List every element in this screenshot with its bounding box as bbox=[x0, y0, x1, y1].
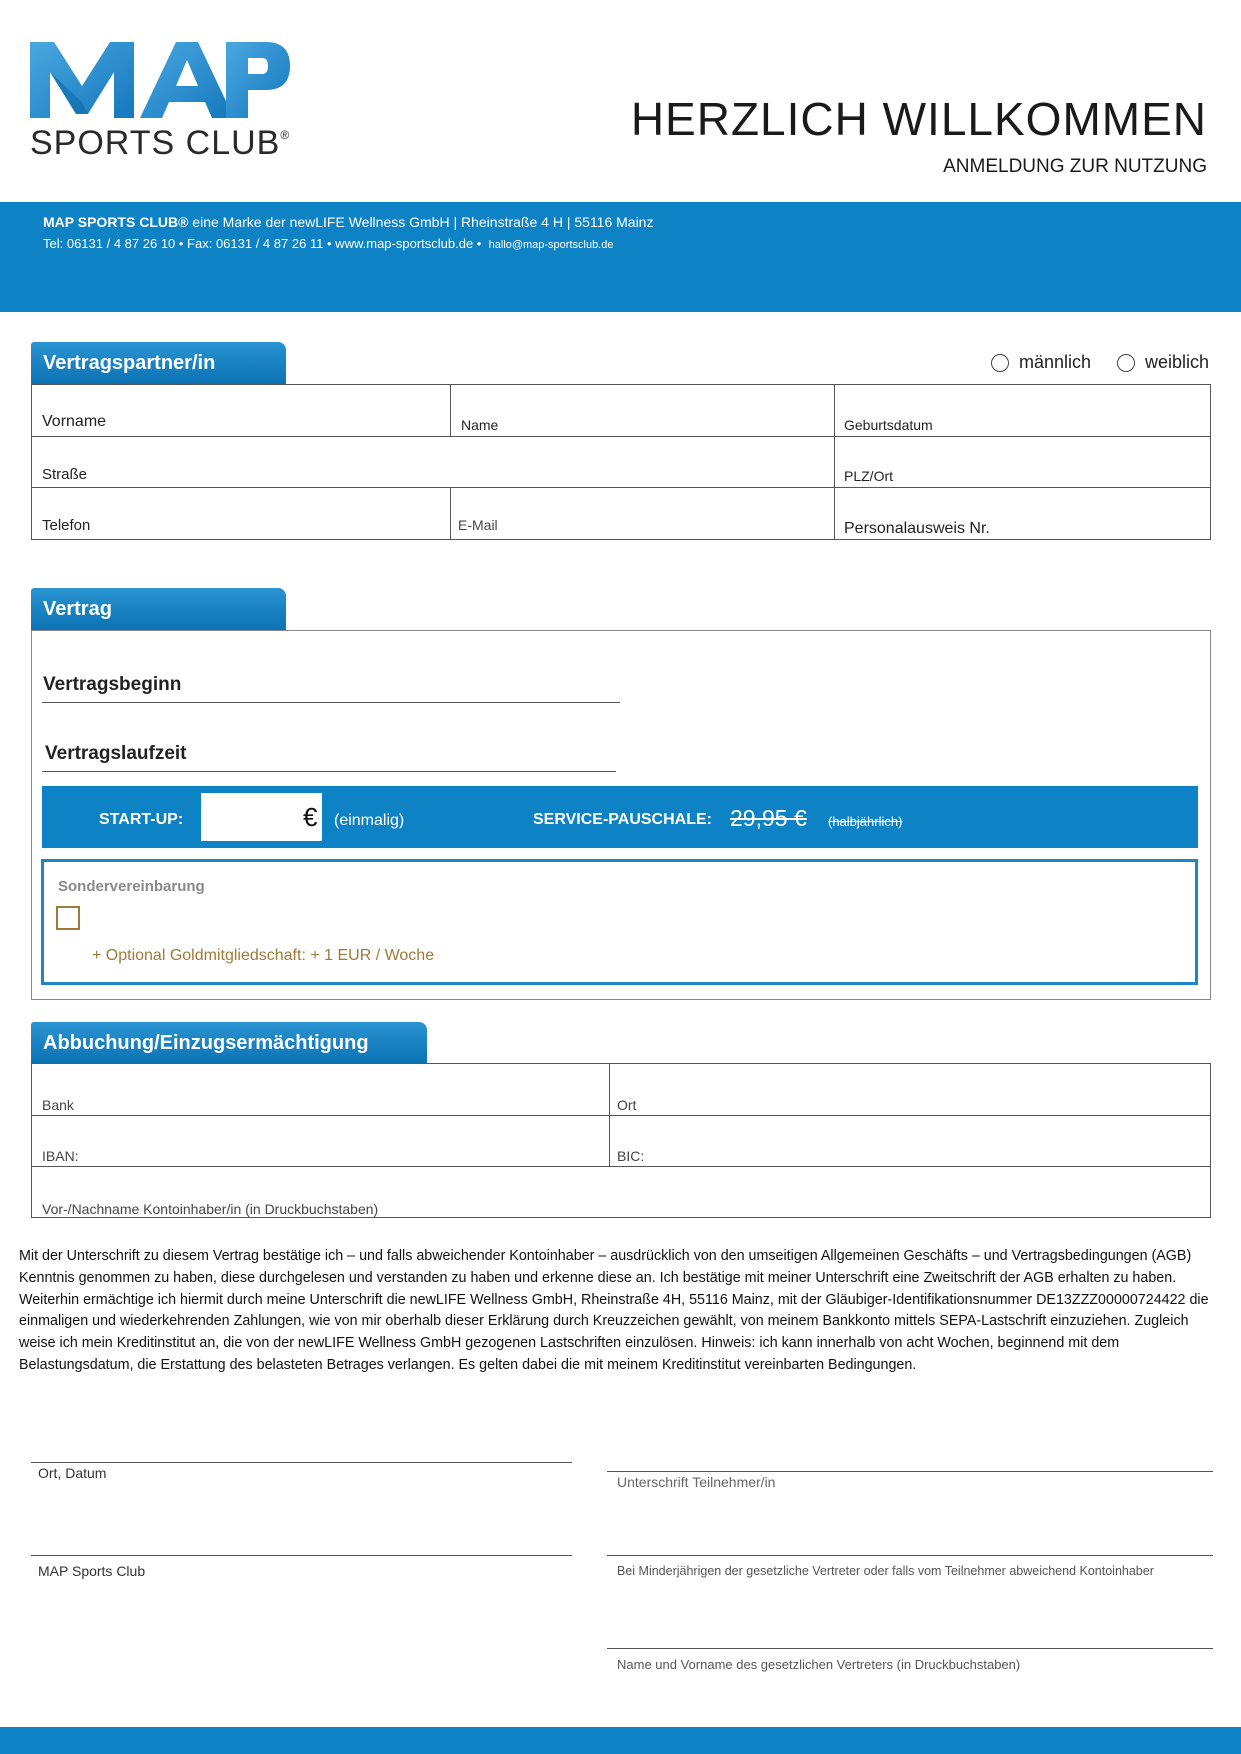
euro-symbol: € bbox=[303, 802, 318, 832]
radio-label-weiblich: weiblich bbox=[1145, 352, 1210, 372]
footer-bar bbox=[0, 1727, 1241, 1754]
input-vertragslaufzeit[interactable] bbox=[42, 771, 616, 772]
map-logo-graphic bbox=[30, 42, 290, 118]
section-abbuchung: Abbuchung/Einzugsermächtigung bbox=[31, 1022, 427, 1064]
radio-label-maennlich: männlich bbox=[1019, 352, 1092, 372]
sig-line-ort-datum[interactable] bbox=[31, 1462, 572, 1463]
map-logo bbox=[30, 42, 290, 118]
sig-line-minderjaehrige[interactable] bbox=[607, 1555, 1213, 1556]
startup-label: START-UP: bbox=[99, 811, 184, 828]
field-kontoinhaber[interactable]: Vor-/Nachname Kontoinhaber/in (in Druckbuchstaben) bbox=[42, 1201, 379, 1217]
sig-line-teilnehmer[interactable] bbox=[607, 1471, 1213, 1472]
contact-line: Tel: 06131 / 4 87 26 10 • Fax: 06131 / 4 87 26 11 • www.map-sportsclub.de • hallo@map-sportsclub.de bbox=[43, 236, 614, 251]
service-note: (halbjährlich) bbox=[828, 814, 903, 829]
sig-label-ort-datum: Ort, Datum bbox=[38, 1465, 107, 1481]
sondervereinbarung-box bbox=[41, 859, 1198, 985]
page-subtitle: ANMELDUNG ZUR NUTZUNG bbox=[943, 156, 1207, 177]
label-vertragsbeginn: Vertragsbeginn bbox=[43, 674, 182, 695]
label-vertragslaufzeit: Vertragslaufzeit bbox=[45, 743, 187, 764]
bank-fields-table bbox=[31, 1063, 1211, 1218]
field-bic[interactable]: BIC: bbox=[617, 1148, 645, 1164]
field-name[interactable]: Name bbox=[461, 417, 499, 433]
radio-maennlich[interactable] bbox=[991, 354, 1009, 372]
sig-label-club: MAP Sports Club bbox=[38, 1563, 146, 1579]
startup-note: (einmalig) bbox=[334, 812, 405, 829]
sondervereinbarung-label: Sondervereinbarung bbox=[58, 878, 205, 895]
sig-line-club[interactable] bbox=[31, 1555, 572, 1556]
field-bank[interactable]: Bank bbox=[42, 1097, 74, 1113]
gold-option-label: + Optional Goldmitgliedschaft: + 1 EUR / Woche bbox=[92, 947, 435, 964]
service-label: SERVICE-PAUSCHALE: bbox=[533, 811, 712, 828]
field-email[interactable]: E-Mail bbox=[458, 517, 498, 533]
field-geburtsdatum[interactable]: Geburtsdatum bbox=[844, 417, 933, 433]
radio-weiblich[interactable] bbox=[1117, 354, 1135, 372]
page-title: HERZLICH WILLKOMMEN bbox=[630, 93, 1207, 145]
partner-fields-table bbox=[31, 384, 1211, 540]
sig-label-vertreter: Name und Vorname des gesetzlichen Vertreters (in Druckbuchstaben) bbox=[617, 1657, 1021, 1672]
sig-label-minderjaehrige: Bei Minderjährigen der gesetzliche Vertreter oder falls vom Teilnehmer abweichend Kontoinhaber bbox=[617, 1564, 1154, 1578]
field-plz-ort[interactable]: PLZ/Ort bbox=[844, 468, 894, 484]
input-vertragsbeginn[interactable] bbox=[42, 702, 620, 703]
legal-text: Mit der Unterschrift zu diesem Vertrag bestätige ich – und falls abweichender Kontoinhaber – ausdrücklich von den umseitigen Allgemeinen Geschäfts – und Vertragsbedingungen (AGB) Kenntnis genommen zu haben, diese durchgelesen und verstanden zu haben und erkenne diese an. Ich bestätige mit meiner Unterschrift eine Zweitschrift der AGB erhalten zu haben. Weiterhin ermächtige ich hiermit durch meine Unterschrift die newLIFE Wellness GmbH, Rheinstraße 4H, 55116 Mainz, mit der Gläubiger-Identifikationsnummer DE13ZZZ00000724422 die einmaligen und wiederkehrenden Zahlungen, wie von mir oberhalb dieser Erklärung durch Kreuzzeichen gewählt, von meinem Bankkonto mittels SEPA-Lastschrift einzuziehen. Zugleich weise ich mein Kreditinstitut an, die von der newLIFE Wellness GmbH gezogenen Lastschriften einzulösen. Hinweis: ich kann innerhalb von acht Wochen, beginnend mit dem Belastungsdatum, die Erstattung des belasteten Betrages verlangen. Es gelten dabei die mit meinem Kreditinstitut vereinbarten Bedingungen. bbox=[19, 1248, 1209, 1373]
sig-label-teilnehmer: Unterschrift Teilnehmer/in bbox=[617, 1474, 776, 1490]
section-vertrag: Vertrag bbox=[31, 588, 286, 630]
field-telefon[interactable]: Telefon bbox=[42, 517, 91, 534]
field-vorname[interactable]: Vorname bbox=[42, 413, 107, 430]
field-strasse[interactable]: Straße bbox=[42, 466, 88, 483]
field-iban[interactable]: IBAN: bbox=[42, 1148, 79, 1164]
email-link[interactable]: hallo@map-sportsclub.de bbox=[488, 239, 614, 251]
gold-checkbox[interactable] bbox=[56, 906, 80, 930]
company-line: MAP SPORTS CLUB® eine Marke der newLIFE Wellness GmbH | Rheinstraße 4 H | 55116 Mainz bbox=[43, 214, 654, 230]
field-ausweis[interactable]: Personalausweis Nr. bbox=[844, 520, 990, 537]
logo-subtitle: SPORTS CLUB® bbox=[30, 124, 291, 162]
service-price: 29,95 € bbox=[730, 805, 807, 831]
sig-line-vertreter[interactable] bbox=[607, 1648, 1213, 1649]
section-vertragspartner: Vertragspartner/in bbox=[31, 342, 286, 384]
field-ort[interactable]: Ort bbox=[617, 1097, 637, 1113]
